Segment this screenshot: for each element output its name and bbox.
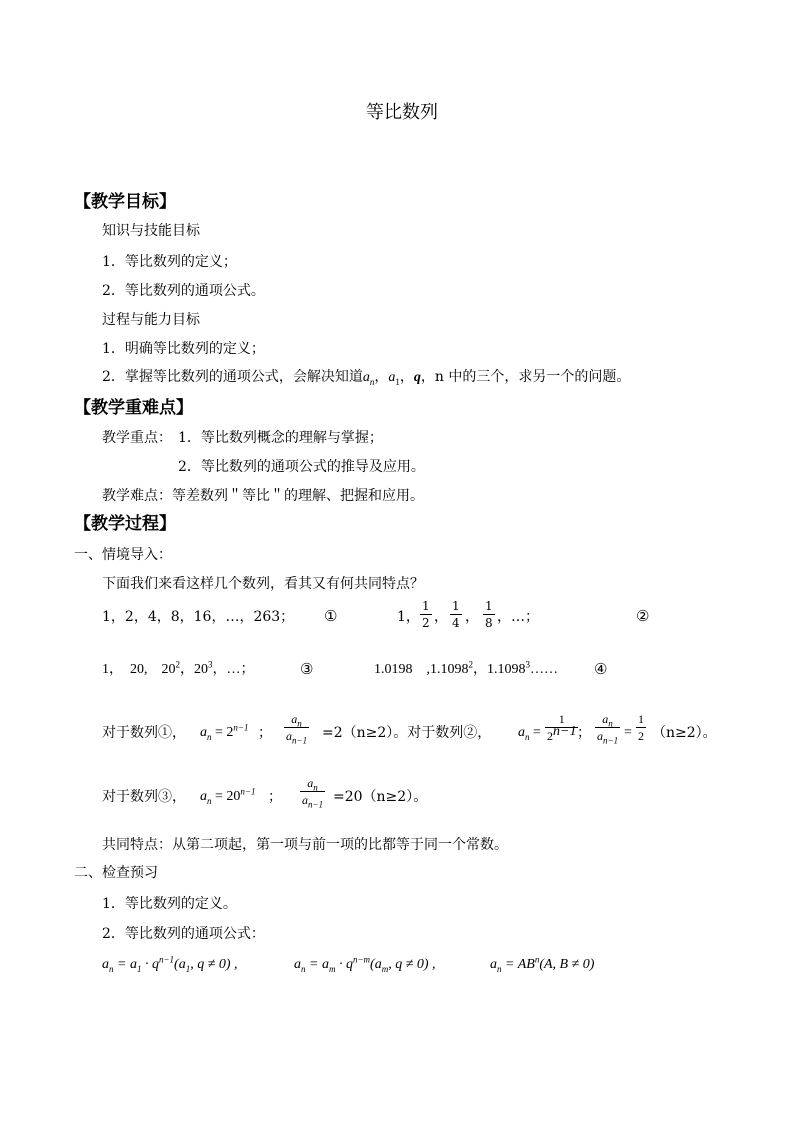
- for-sequence-3-label: 对于数列③，: [102, 789, 186, 805]
- for-sequence-3-semicolon: ；: [268, 789, 282, 805]
- sequence-3-mark: ③: [300, 660, 314, 678]
- part2-title: 二、检查预习: [74, 865, 158, 881]
- section-heading-goals: 【教学目标】: [74, 192, 176, 212]
- for-sequence-1-semicolon: ；: [258, 725, 272, 741]
- process-item-1: 1．明确等比数列的定义；: [102, 341, 265, 357]
- sequence-2-fraction-half: 1 2: [422, 599, 430, 630]
- review-item-2: 2．等比数列的通项公式：: [102, 926, 265, 942]
- for-sequence-2-result: （n≥2）。: [652, 725, 717, 741]
- sequence-2-mark: ②: [636, 607, 650, 625]
- process-item-2: 2．掌握等比数列的通项公式，会解决知道$a_n$，$a_1$，q，n 中的三个，求另一个的问题。: [102, 369, 631, 387]
- math-a1: $a_1$: [388, 370, 400, 387]
- sequence-2-lead: 1，: [397, 609, 420, 625]
- for-sequence-3-result: =20（n≥2）。: [333, 789, 428, 805]
- sequence-3: 1， 20, $20^2$，$20^3$，…；: [102, 659, 255, 677]
- knowledge-item-1: 1．等比数列的定义；: [102, 254, 237, 270]
- sequence-2-tail: ，…；: [497, 609, 539, 625]
- ratio-fraction-seq2: $a_n$ $a_{n-1}$: [597, 712, 619, 746]
- page-title: 等比数列: [366, 102, 438, 123]
- formula-seq3-general-term: $a_n = 20^{n-1}$: [200, 786, 256, 806]
- section-heading-key: 【教学重难点】: [74, 398, 193, 418]
- formula-seq2-general-term-lhs: $a_n$ =: [518, 725, 541, 742]
- formula-seq1-general-term: $a_n = 2^{n-1}$: [200, 722, 249, 742]
- half-fraction: 1 2: [638, 712, 644, 743]
- sequence-2-fraction-eighth: 1 8: [485, 599, 493, 630]
- focus-label: 教学重点：: [102, 430, 172, 446]
- sequence-2-sep-1: ，: [434, 609, 448, 625]
- for-sequence-2-equals: =: [624, 725, 632, 740]
- math-q: q: [413, 370, 421, 385]
- general-term-formula-2: $a_n = a_m \cdot q^{n-m}(a_m$, q ≠ 0) ,: [294, 954, 436, 974]
- sequence-1: 1，2，4，8，16，…，263；: [102, 609, 295, 625]
- for-sequence-2-semicolon: ；: [577, 725, 591, 741]
- sequence-4: 1.0198 ,1.1098$^2$，1.1098$^3$……: [374, 659, 558, 677]
- sequence-2-fraction-quarter: 1 4: [452, 599, 460, 630]
- ratio-fraction-seq1: $a_n$ $a_{n-1}$: [286, 712, 308, 746]
- section-heading-process: 【教学过程】: [74, 514, 176, 534]
- ratio-fraction-seq3: $a_n$ $a_{n-1}$: [302, 776, 324, 810]
- math-an: $a_n$: [362, 370, 375, 387]
- focus-item-2: 2．等比数列的通项公式的推导及应用。: [178, 459, 425, 475]
- knowledge-goal-label: 知识与技能目标: [102, 223, 200, 239]
- for-sequence-1-label: 对于数列①，: [102, 725, 186, 741]
- general-term-formula-3: $a_n = AB^n(A$, B ≠ 0): [490, 954, 595, 974]
- focus-item-1: 1．等比数列概念的理解与掌握；: [178, 430, 383, 446]
- sequence-4-mark: ④: [594, 660, 608, 678]
- intro-question: 下面我们来看这样几个数列，看其又有何共同特点？: [102, 576, 424, 592]
- knowledge-item-2: 2．等比数列的通项公式。: [102, 283, 265, 299]
- formula-seq2-general-term-fraction: 1 $2^{n-1}$: [547, 712, 577, 743]
- review-item-1: 1．等比数列的定义。: [102, 896, 237, 912]
- common-feature: 共同特点：从第二项起，第一项与前一项的比都等于同一个常数。: [102, 837, 508, 853]
- part1-title: 一、情境导入：: [74, 547, 172, 563]
- sequence-1-mark: ①: [324, 607, 338, 625]
- process-goal-label: 过程与能力目标: [102, 312, 200, 328]
- general-term-formula-1: $a_n = a_1 \cdot q^{n-1}(a_1$, q ≠ 0) ,: [102, 954, 238, 974]
- for-sequence-1-result: =2（n≥2）。对于数列②，: [322, 725, 492, 741]
- sequence-2-sep-2: ，: [465, 609, 479, 625]
- difficulty-line: 教学难点：等差数列＂等比＂的理解、把握和应用。: [102, 488, 424, 504]
